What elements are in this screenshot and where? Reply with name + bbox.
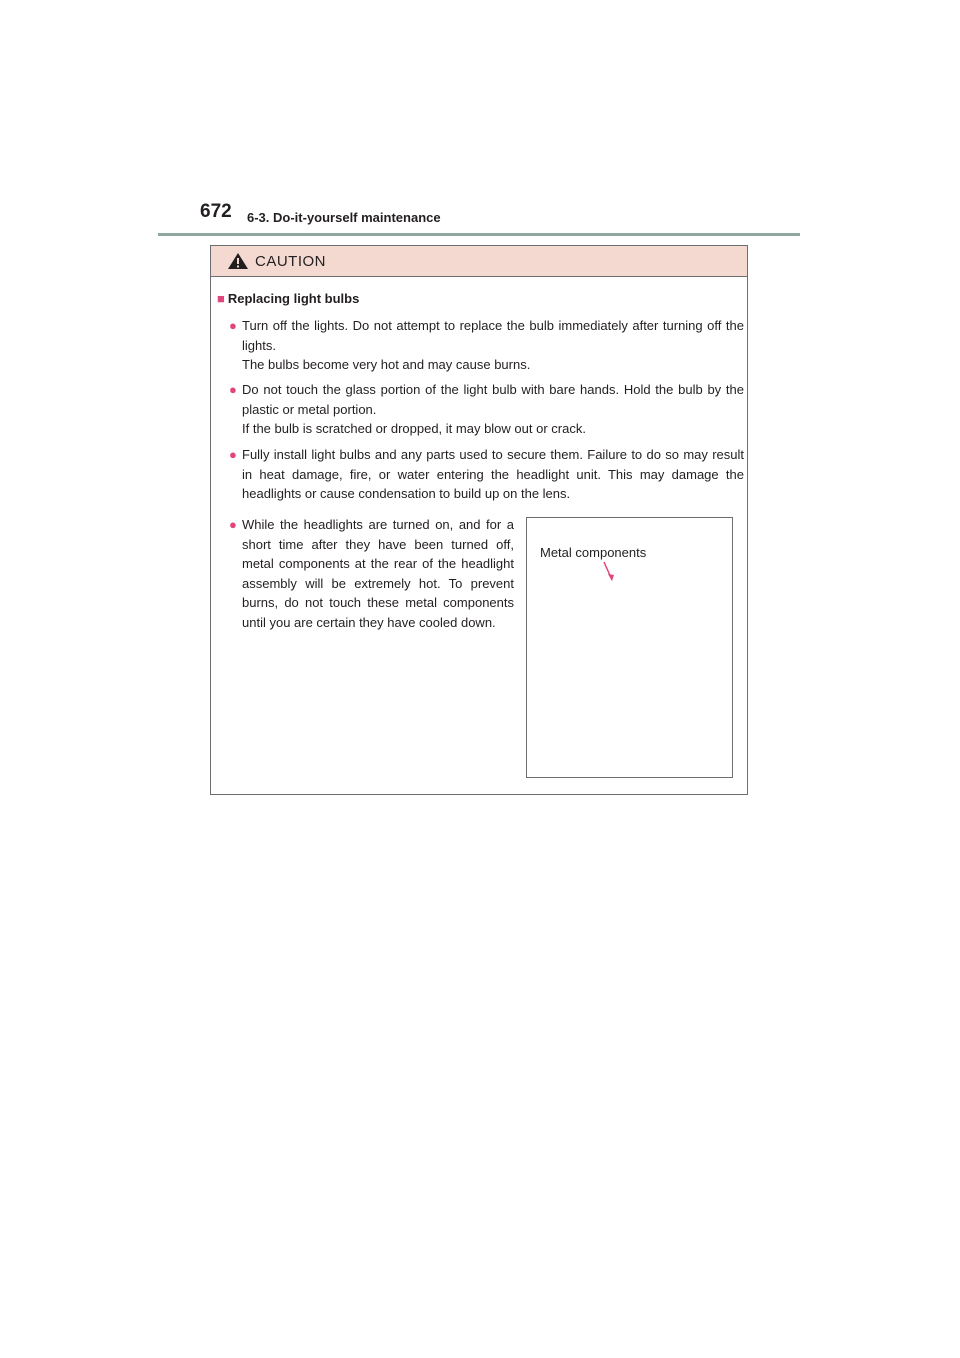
bullet-dot-icon: ● — [229, 447, 237, 462]
sub-heading-text: Replacing light bulbs — [227, 291, 360, 306]
bullet-item — [229, 515, 514, 632]
bullet-text: Fully install light bulbs and any parts used to secure them. Failure to do so may result in heat damage, fire, or water entering the headlight unit. This may damage the headlights or cause condensation to build up on the lens. — [242, 447, 744, 501]
bullet-dot-icon: ● — [229, 517, 237, 532]
bullet-item — [229, 316, 744, 375]
figure-label: Metal components — [540, 545, 647, 560]
caution-box — [210, 245, 748, 795]
bullet-text: Turn off the lights. Do not attempt to replace the bulb immediately after turning off the lights. — [242, 318, 744, 353]
bullet-item — [229, 380, 744, 439]
bullet-text: While the headlights are turned on, and for a short time after they have been turned off, metal components at the rear of the headlight assembly will be extremely hot. To prevent burns, do not touch these metal components until you are certain they have cooled down. — [242, 517, 514, 630]
bullet-text: Do not touch the glass portion of the light bulb with bare hands. Hold the bulb by the plastic or metal portion. — [242, 382, 744, 417]
bullet-text: If the bulb is scratched or dropped, it may blow out or crack. — [242, 421, 586, 436]
square-bullet-icon: ■ — [217, 291, 225, 306]
bullet-dot-icon: ● — [229, 382, 237, 397]
section-title: 6-3. Do-it-yourself maintenance — [247, 210, 441, 225]
headlight-figure — [526, 517, 733, 778]
sub-heading — [217, 291, 359, 306]
header-rule — [158, 233, 800, 236]
bullet-dot-icon: ● — [229, 318, 237, 333]
page-number: 672 — [200, 201, 232, 222]
caution-title: CAUTION — [255, 252, 326, 270]
pointer-arrow-icon — [527, 518, 734, 598]
bullet-item — [229, 445, 744, 504]
warning-triangle-icon — [227, 252, 249, 270]
caution-header — [211, 246, 747, 277]
bullet-text: The bulbs become very hot and may cause burns. — [242, 357, 531, 372]
